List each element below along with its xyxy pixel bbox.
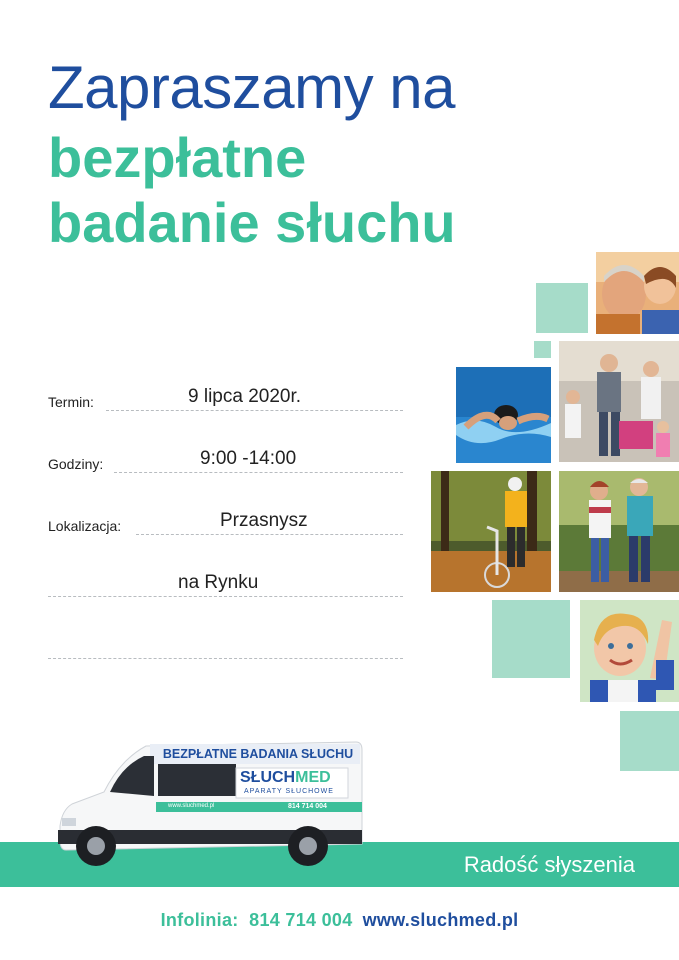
photo-family-airport	[559, 341, 679, 462]
empty-line	[48, 658, 403, 659]
photo-grandparent-child	[596, 252, 679, 334]
info-form	[48, 370, 403, 680]
termin-line	[106, 410, 403, 411]
van-brand-part-1: SŁUCH	[240, 769, 296, 786]
godziny-label: Godziny:	[48, 456, 104, 472]
van-brand-part-2: MED	[295, 769, 331, 786]
mosaic-tile-small	[534, 341, 551, 358]
van-phone: 814 714 004	[288, 803, 327, 810]
godziny-row	[48, 432, 403, 494]
photo-swimmer	[456, 367, 551, 463]
footer-website[interactable]: www.sluchmed.pl	[362, 910, 519, 930]
van-web: www.sluchmed.pl	[168, 803, 215, 809]
extra-line	[48, 596, 403, 597]
mosaic-tile	[536, 283, 588, 333]
footer-infolinia: Infolinia: 814 714 004	[160, 910, 353, 930]
photo-couple-walking	[559, 471, 679, 592]
mosaic-tile	[492, 600, 570, 678]
slogan-text: Radość słyszenia	[463, 852, 635, 877]
empty-row	[48, 618, 403, 680]
photo-woman-bicycle	[431, 471, 551, 592]
lokalizacja-row	[48, 494, 403, 556]
photo-child-waving	[580, 600, 679, 702]
extra-value: na Rynku	[178, 572, 259, 593]
termin-value: 9 lipca 2020r.	[188, 386, 302, 407]
headline-line-1: Zapraszamy na	[48, 54, 455, 121]
van-illustration	[58, 740, 364, 870]
termin-label: Termin:	[48, 394, 94, 410]
godziny-line	[114, 472, 403, 473]
headline-line-2: bezpłatne	[48, 126, 307, 189]
headline-line-3: badanie słuchu	[48, 191, 456, 254]
lokalizacja-value: Przasnysz	[220, 510, 308, 531]
mosaic-tile	[620, 711, 679, 771]
van-brand-sub: APARATY SŁUCHOWE	[244, 788, 334, 795]
headline	[48, 54, 456, 260]
extra-row	[48, 556, 403, 618]
van-brand	[240, 770, 331, 786]
footer	[0, 910, 679, 931]
lokalizacja-line	[136, 534, 403, 535]
godziny-value: 9:00 -14:00	[200, 448, 297, 469]
termin-row	[48, 370, 403, 432]
lokalizacja-label: Lokalizacja:	[48, 518, 122, 534]
van-roof-text: BEZPŁATNE BADANIA SŁUCHU	[162, 747, 354, 761]
